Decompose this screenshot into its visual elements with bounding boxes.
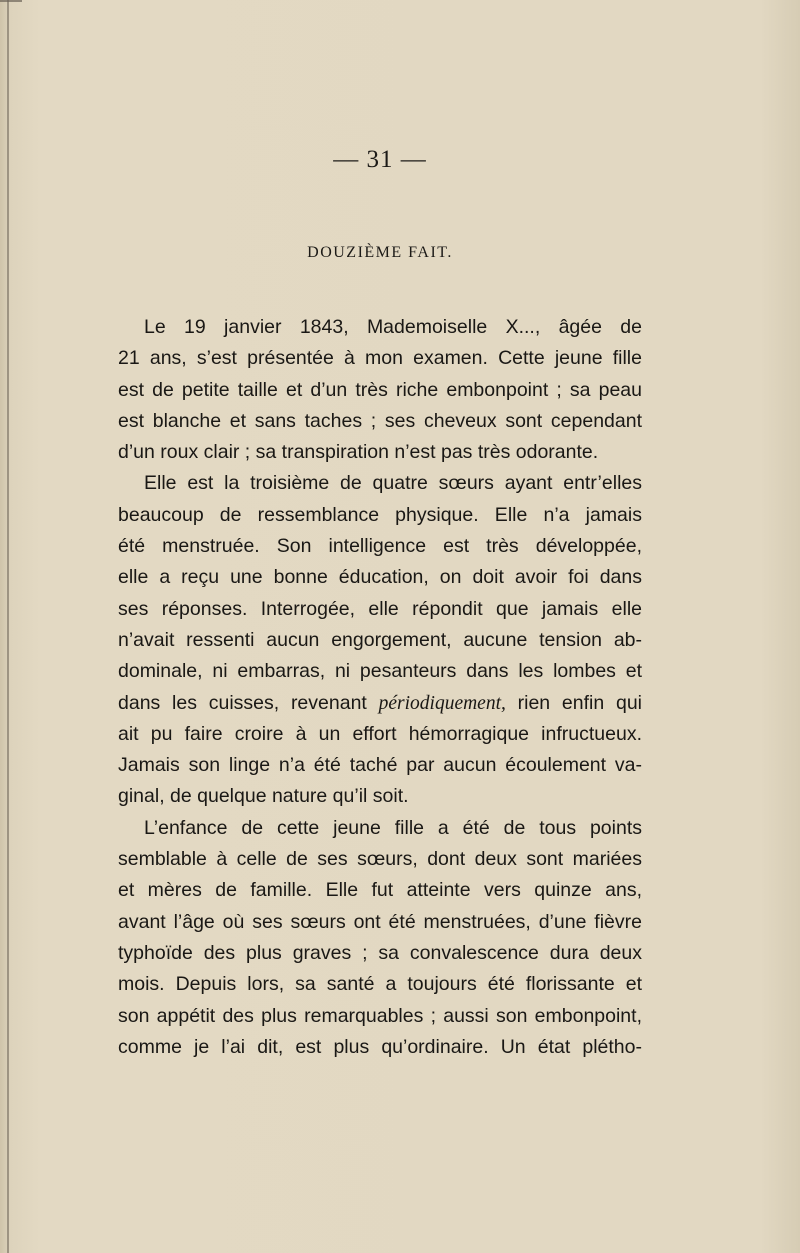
page-edge-line	[7, 0, 9, 1253]
text-line: typhoïde des plus graves ; sa convalescence dura deux	[118, 941, 642, 964]
text-line: ses réponses. Interrogée, elle répondit que jamais elle	[118, 597, 642, 620]
text-line: semblable à celle de ses sœurs, dont deux sont mariées	[118, 848, 642, 871]
text-line: été menstruée. Son intelligence est très développée,	[118, 535, 642, 558]
body-text	[118, 312, 642, 1063]
text-line: Le 19 janvier 1843, Mademoiselle X..., âgée de	[144, 316, 642, 338]
section-heading: DOUZIÈME FAIT.	[307, 244, 453, 261]
text-line: n’avait ressenti aucun engorgement, aucune tension ab-	[118, 628, 642, 651]
text-line: mois. Depuis lors, sa santé a toujours été florissante et	[118, 973, 642, 996]
text-line: est de petite taille et d’un très riche embonpoint ; sa peau	[118, 378, 642, 401]
text-line: dominale, ni embarras, ni pesanteurs dans les lombes et	[118, 660, 642, 683]
text-line: Jamais son linge n’a été taché par aucun écoulement va-	[118, 754, 642, 777]
text-line: comme je l’ai dit, est plus qu’ordinaire. Un état plétho-	[118, 1035, 642, 1058]
page-number: — 31 —	[333, 146, 427, 173]
text-fragment: dans les cuisses, revenant	[118, 691, 367, 714]
text-line: L’enfance de cette jeune fille a été de tous points	[144, 816, 642, 839]
text-line: est blanche et sans taches ; ses cheveux sont cependant	[118, 409, 642, 432]
text-line: 21 ans, s’est présentée à mon examen. Cette jeune fille	[118, 347, 642, 370]
text-line: son appétit des plus remarquables ; aussi son embonpoint,	[118, 1004, 642, 1027]
text-fragment: rien enfin qui	[517, 691, 642, 714]
text-line: d’un roux clair ; sa transpiration n’est pas très odorante.	[118, 441, 599, 464]
text-line: avant l’âge où ses sœurs ont été menstruées, d’une fièvre	[118, 910, 642, 933]
text-line: et mères de famille. Elle fut atteinte vers quinze ans,	[118, 879, 642, 902]
italic-emphasis: périodiquement,	[378, 692, 506, 714]
text-line: ginal, de quelque nature qu’il soit.	[118, 785, 409, 808]
text-line: beaucoup de ressemblance physique. Elle n’a jamais	[118, 503, 642, 526]
text-line: elle a reçu une bonne éducation, on doit avoir foi dans	[118, 566, 642, 589]
text-line-mixed	[118, 688, 642, 719]
text-line: ait pu faire croire à un effort hémorragique infructueux.	[118, 722, 642, 745]
text-line: Elle est la troisième de quatre sœurs ayant entr’elles	[144, 472, 642, 495]
page-edge-corner	[0, 0, 22, 2]
